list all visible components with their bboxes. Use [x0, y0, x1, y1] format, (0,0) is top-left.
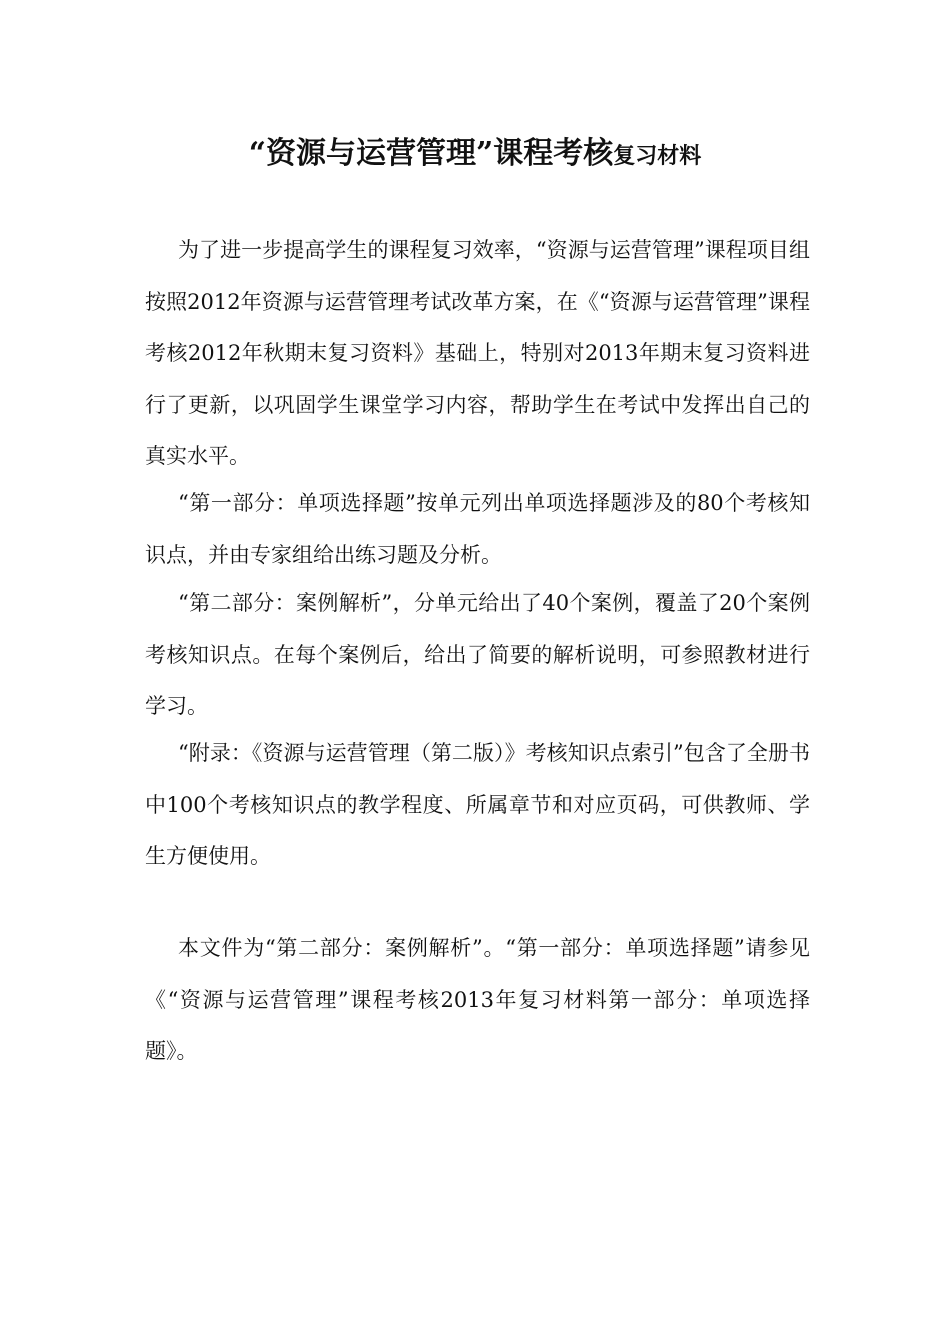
title-main: “资源与运营管理”课程考核 — [248, 136, 614, 171]
paragraph-appendix: “附录：《资源与运营管理（第二版）》考核知识点索引”包含了全册书中100个考核知识点的教学程度、所属章节和对应页码，可供教师、学生方便使用。 — [145, 741, 810, 868]
paragraph-file-note: 本文件为“第二部分：案例解析”。“第一部分：单项选择题”请参见《“资源与运营管理”课程考核2013年复习材料第一部分：单项选择题》。 — [145, 936, 810, 1063]
paragraph-part-two: “第二部分：案例解析”，分单元给出了40个案例，覆盖了20个案例考核知识点。在每个案例后，给出了简要的解析说明，可参照教材进行学习。 — [145, 591, 810, 718]
paragraph-intro: 为了进一步提高学生的课程复习效率，“资源与运营管理”课程项目组按照2012年资源与运营管理考试改革方案，在《“资源与运营管理”课程考核2012年秋期末复习资料》基础上，特别对2013年期末复习资料进行了更新，以巩固学生课堂学习内容，帮助学生在考试中发挥出自己的真实水平。 — [145, 238, 810, 468]
title-subtitle: 复习材料 — [613, 143, 702, 169]
paragraph-part-one: “第一部分：单项选择题”按单元列出单项选择题涉及的80个考核知识点，并由专家组给出练习题及分析。 — [145, 491, 810, 567]
document-title — [0, 134, 950, 178]
